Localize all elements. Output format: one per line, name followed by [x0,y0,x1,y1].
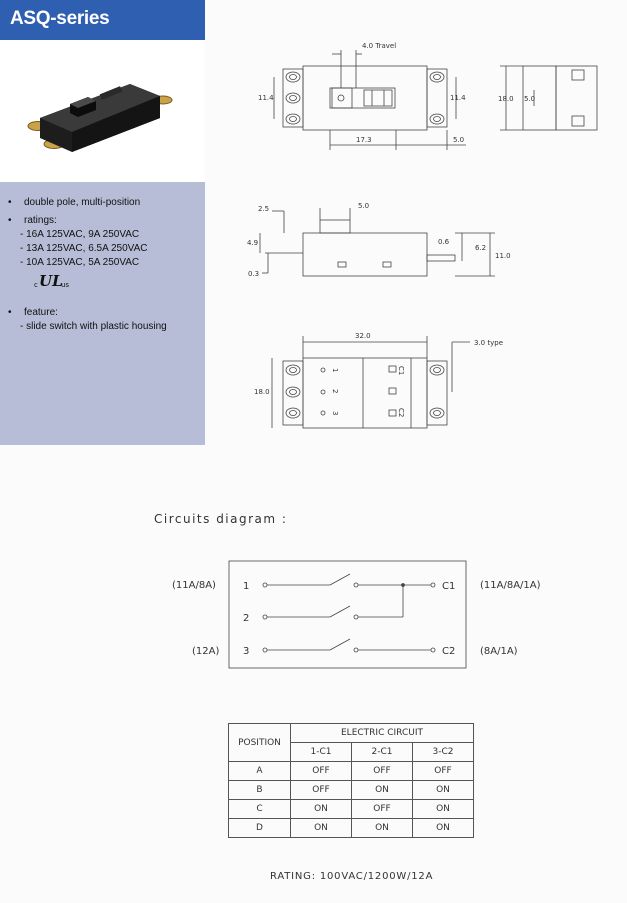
svg-text:5.0: 5.0 [453,136,465,144]
svg-text:2: 2 [331,389,339,394]
state-cell: ON [413,819,474,838]
position-cell: C [229,800,291,819]
feature-text: ratings: [24,215,57,226]
terminal-label: 1 [243,581,250,592]
feature-text: - 10A 125VAC, 5A 250VAC [20,257,140,268]
position-cell: B [229,781,291,800]
table-row [229,781,474,800]
svg-text:18.0: 18.0 [498,95,514,103]
svg-text:us: us [61,281,70,289]
svg-text:3: 3 [331,411,339,416]
bullet: • [8,215,12,226]
left-rating-label: (11A/8A) [172,580,216,591]
feature-text: - 16A 125VAC, 9A 250VAC [20,229,140,240]
position-cell: A [229,762,291,781]
svg-text:0.6: 0.6 [438,238,450,246]
feature-text: - slide switch with plastic housing [20,321,167,332]
bottom-view-drawing [254,332,503,428]
end-view-drawing [498,66,597,130]
top-view-drawing [258,42,466,150]
svg-text:0.3: 0.3 [248,270,260,278]
table-row [229,800,474,819]
state-cell: ON [291,819,352,838]
common-label: C2 [442,646,456,657]
electric-circuit-header: ELECTRIC CIRCUIT [291,724,474,743]
svg-text:4.0 Travel: 4.0 Travel [362,42,397,50]
svg-text:5.0: 5.0 [524,95,536,103]
feature-text: feature: [24,307,58,318]
state-cell: OFF [413,762,474,781]
svg-text:5.0: 5.0 [358,202,370,210]
electric-circuit-table [228,723,474,838]
svg-text:11.4: 11.4 [450,94,466,102]
bullet: • [8,197,12,208]
bullet: • [8,307,12,318]
state-cell: ON [413,781,474,800]
state-cell: OFF [291,762,352,781]
svg-text:6.2: 6.2 [475,244,487,252]
right-rating-label: (11A/8A/1A) [480,580,541,591]
table-row [229,762,474,781]
svg-text:c: c [34,281,38,289]
state-cell: OFF [352,762,413,781]
right-rating-label: (8A/1A) [480,646,518,657]
state-cell: ON [352,819,413,838]
svg-text:C1: C1 [397,366,405,376]
svg-text:32.0: 32.0 [355,332,371,340]
svg-text:UL: UL [39,272,63,290]
feature-text: double pole, multi-position [24,197,141,208]
position-header: POSITION [229,724,291,762]
svg-text:11.4: 11.4 [258,94,274,102]
state-cell: ON [413,800,474,819]
circuit-diagram [0,540,627,680]
state-cell: OFF [352,800,413,819]
svg-text:18.0: 18.0 [254,388,270,396]
svg-text:1: 1 [331,368,339,373]
svg-text:11.0: 11.0 [495,252,511,260]
svg-text:2.5: 2.5 [258,205,270,213]
column-header: 1-C1 [291,743,352,762]
common-label: C1 [442,581,456,592]
feature-text: - 13A 125VAC, 6.5A 250VAC [20,243,148,254]
terminal-label: 3 [243,646,250,657]
left-rating-label: (12A) [192,646,220,657]
state-cell: ON [291,800,352,819]
svg-text:3.0 type: 3.0 type [474,339,503,347]
position-cell: D [229,819,291,838]
column-header: 3-C2 [413,743,474,762]
terminal-label: 2 [243,613,250,624]
series-title: ASQ-series [10,8,110,29]
svg-text:17.3: 17.3 [356,136,372,144]
table-row [229,819,474,838]
state-cell: OFF [291,781,352,800]
side-view-drawing [247,202,511,278]
svg-text:4.9: 4.9 [247,239,259,247]
state-cell: ON [352,781,413,800]
circuits-diagram-title: Circuits diagram : [154,512,288,526]
svg-text:C2: C2 [397,408,405,418]
rating-text: RATING: 100VAC/1200W/12A [270,871,434,882]
column-header: 2-C1 [352,743,413,762]
